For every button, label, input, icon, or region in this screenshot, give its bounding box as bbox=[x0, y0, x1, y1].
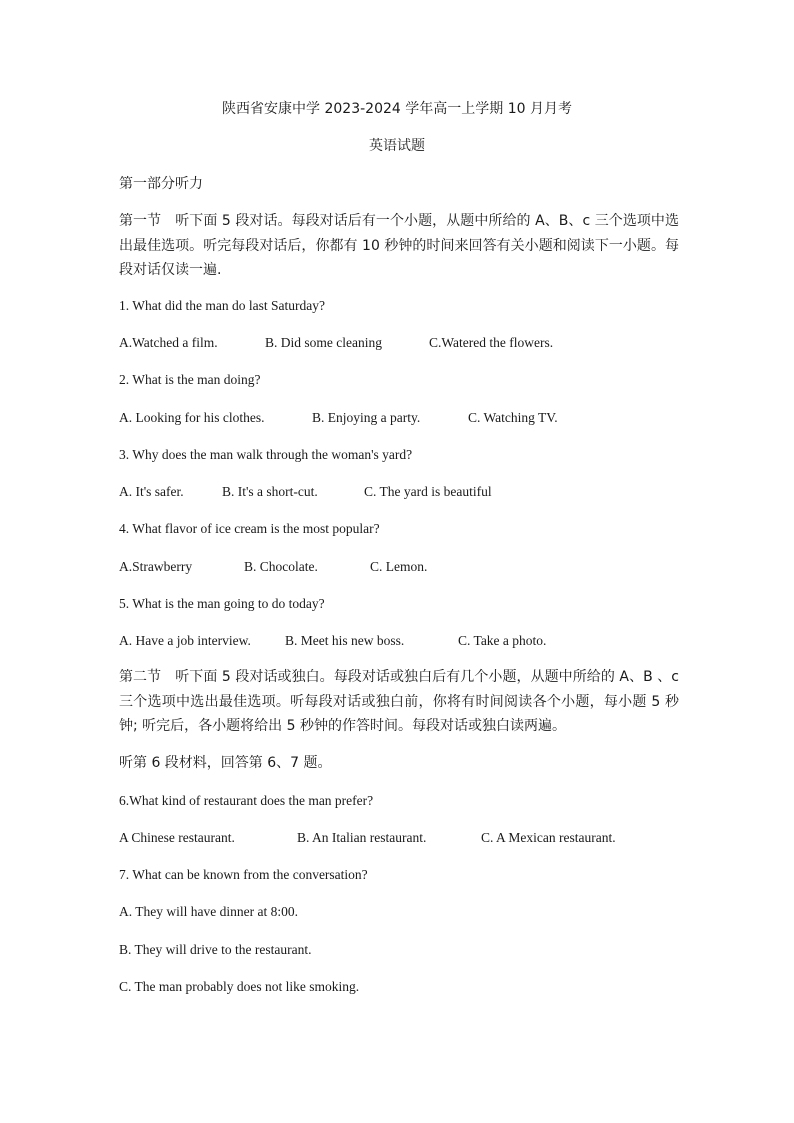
question-2-option-b: B. Enjoying a party. bbox=[312, 410, 421, 425]
question-6-option-b: B. An Italian restaurant. bbox=[297, 830, 427, 845]
question-6-stem: 6.What kind of restaurant does the man prefer? bbox=[119, 793, 374, 808]
question-3-stem: 3. Why does the man walk through the woman's yard? bbox=[119, 447, 413, 462]
question-7-stem: 7. What can be known from the conversation? bbox=[119, 867, 368, 882]
question-7-option-c: C. The man probably does not like smoking. bbox=[119, 979, 360, 994]
question-3-option-a: A. It's safer. bbox=[119, 484, 184, 499]
question-4-option-a: A.Strawberry bbox=[119, 559, 193, 574]
question-6-option-c: C. A Mexican restaurant. bbox=[481, 830, 616, 845]
question-7-option-b: B. They will drive to the restaurant. bbox=[119, 942, 312, 957]
question-1-option-a: A.Watched a film. bbox=[119, 335, 218, 350]
exam-title: 陕西省安康中学 2023-2024 学年高一上学期 10 月月考 bbox=[222, 101, 572, 117]
question-4-stem: 4. What flavor of ice cream is the most popular? bbox=[119, 521, 380, 536]
exam-subject: 英语试题 bbox=[369, 138, 425, 154]
question-5-stem: 5. What is the man going to do today? bbox=[119, 596, 325, 611]
question-1-stem: 1. What did the man do last Saturday? bbox=[119, 298, 325, 313]
question-1-option-c: C.Watered the flowers. bbox=[429, 335, 554, 350]
question-1-option-b: B. Did some cleaning bbox=[265, 335, 382, 350]
question-4-option-b: B. Chocolate. bbox=[244, 559, 318, 574]
question-3-option-b: B. It's a short-cut. bbox=[222, 484, 318, 499]
question-5-option-c: C. Take a photo. bbox=[458, 633, 547, 648]
part1-heading: 第一部分听力 bbox=[119, 176, 203, 192]
section2-instructions: 第二节 听下面 5 段对话或独白。每段对话或独白后有几个小题，从题中所给的 A、B 、c 三个选项中选出最佳选项。听每段对话或独白前，你将有时间阅读各个小题，每小题 5 秒钟; 听完后，各小题将给出 5 秒钟的作答时间。每段对话或独白读两遍。 bbox=[119, 669, 679, 734]
question-2-stem: 2. What is the man doing? bbox=[119, 372, 261, 387]
question-6-option-a: A Chinese restaurant. bbox=[119, 830, 235, 845]
question-7-option-a: A. They will have dinner at 8:00. bbox=[119, 904, 298, 919]
question-3-option-c: C. The yard is beautiful bbox=[364, 484, 492, 499]
question-5-option-b: B. Meet his new boss. bbox=[285, 633, 405, 648]
question-2-option-c: C. Watching TV. bbox=[468, 410, 558, 425]
question-5-option-a: A. Have a job interview. bbox=[119, 633, 251, 648]
question-4-option-c: C. Lemon. bbox=[370, 559, 428, 574]
question-2-option-a: A. Looking for his clothes. bbox=[119, 410, 265, 425]
passage-6-note: 听第 6 段材料，回答第 6、7 题。 bbox=[119, 755, 332, 771]
section1-instructions: 第一节 听下面 5 段对话。每段对话后有一个小题，从题中所给的 A、B、c 三个选项中选出最佳选项。听完每段对话后，你都有 10 秒钟的时间来回答有关小题和阅读下一小题。每段对话仅读一遍. bbox=[119, 213, 679, 278]
